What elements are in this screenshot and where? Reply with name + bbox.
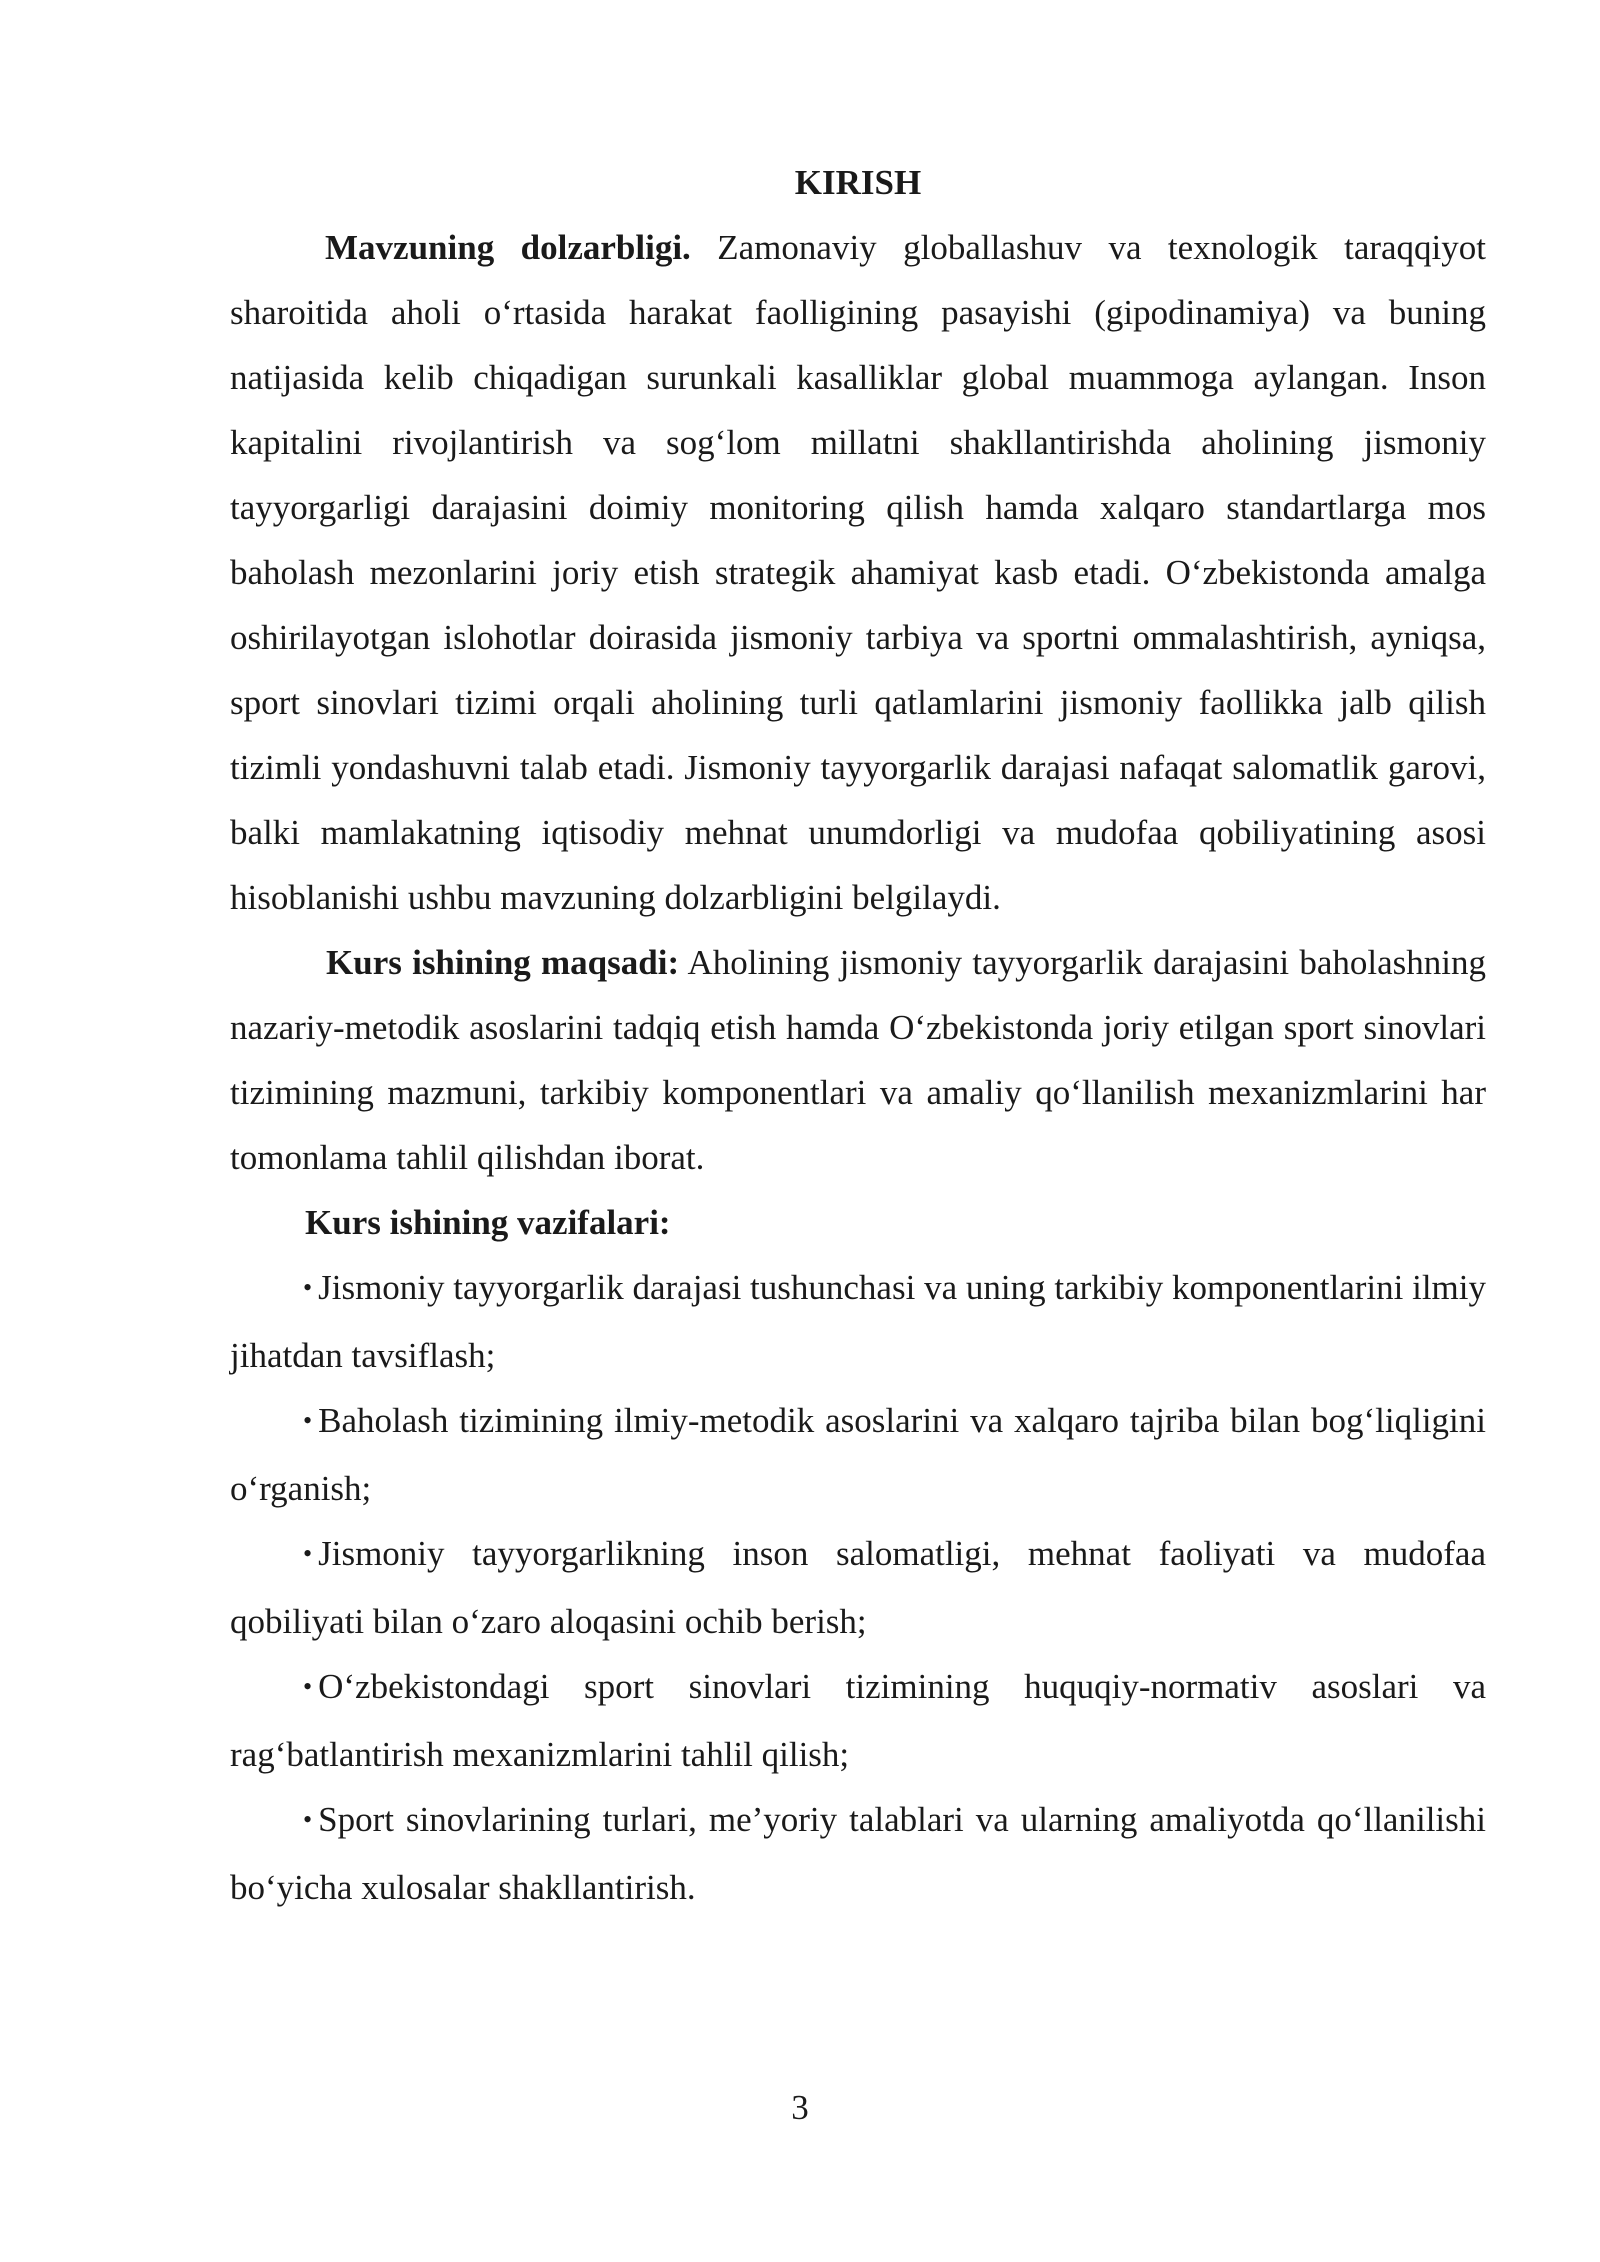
task-item bbox=[230, 1787, 1486, 1920]
page-heading: KIRISH bbox=[794, 163, 922, 202]
page-number: 3 bbox=[791, 2088, 809, 2127]
document-page bbox=[230, 150, 1486, 1920]
task-item-text: Baholash tizimining ilmiy-metodik asoslarini va xalqaro tajriba bilan bog‘liqligini o‘rganish; bbox=[230, 1401, 1486, 1508]
task-item-text: O‘zbekistondagi sport sinovlari tizimining huquqiy-normativ asoslari va rag‘batlantirish mexanizmlarini tahlil qilish; bbox=[230, 1667, 1486, 1774]
tasks-heading: Kurs ishining vazifalari: bbox=[305, 1203, 671, 1242]
task-item bbox=[230, 1388, 1486, 1521]
task-item-text: Jismoniy tayyorgarlik darajasi tushunchasi va uning tarkibiy komponentlarini ilmiy jihatdan tavsiflash; bbox=[230, 1268, 1486, 1375]
relevance-paragraph bbox=[230, 215, 1486, 930]
goal-text: Aholining jismoniy tayyorgarlik darajasini baholashning nazariy-metodik asoslarini tadqiq etish hamda O‘zbekistonda joriy etilgan sport sinovlari tizimining mazmuni, tarkibiy komponentlari va amaliy qo‘llanilish mexanizmlarini har tomonlama tahlil qilishdan iborat. bbox=[230, 943, 1487, 1177]
task-item bbox=[230, 1521, 1486, 1654]
task-item-text: Sport sinovlarining turlari, me’yoriy talablari va ularning amaliyotda qo‘llanilishi bo‘yicha xulosalar shakllantirish. bbox=[230, 1800, 1486, 1907]
bullet-icon: • bbox=[303, 1539, 313, 1568]
bullet-icon: • bbox=[303, 1805, 313, 1834]
bullet-icon: • bbox=[303, 1273, 313, 1302]
task-item bbox=[230, 1654, 1486, 1787]
task-item-text: Jismoniy tayyorgarlikning inson salomatligi, mehnat faoliyati va mudofaa qobiliyati bilan o‘zaro aloqasini ochib berish; bbox=[230, 1534, 1486, 1641]
task-item bbox=[230, 1255, 1486, 1388]
bullet-icon: • bbox=[303, 1406, 313, 1435]
bullet-icon: • bbox=[303, 1672, 313, 1701]
relevance-lead: Mavzuning dolzarbligi. bbox=[325, 228, 691, 267]
goal-lead: Kurs ishining maqsadi: bbox=[326, 943, 680, 982]
relevance-text: Zamonaviy globallashuv va texnologik taraqqiyot sharoitida aholi o‘rtasida harakat faolligining pasayishi (gipodinamiya) va buning natijasida kelib chiqadigan surunkali kasalliklar global muammoga aylangan. Inson kapitalini rivojlantirish va sog‘lom millatni shakllantirishda aholining jismoniy tayyorgarligi darajasini doimiy monitoring qilish hamda xalqaro standartlarga mos baholash mezonlarini joriy etish strategik ahamiyat kasb etadi. O‘zbekistonda amalga oshirilayotgan islohotlar doirasida jismoniy tarbiya va sportni ommalashtirish, ayniqsa, sport sinovlari tizimi orqali aholining turli qatlamlarini jismoniy faollikka jalb qilish tizimli yondashuvni talab etadi. Jismoniy tayyorgarlik darajasi nafaqat salomatlik garovi, balki mamlakatning iqtisodiy mehnat unumdorligi va mudofaa qobiliyatining asosi hisoblanishi ushbu mavzuning dolzarbligini belgilaydi. bbox=[230, 228, 1486, 917]
goal-paragraph bbox=[230, 930, 1486, 1190]
